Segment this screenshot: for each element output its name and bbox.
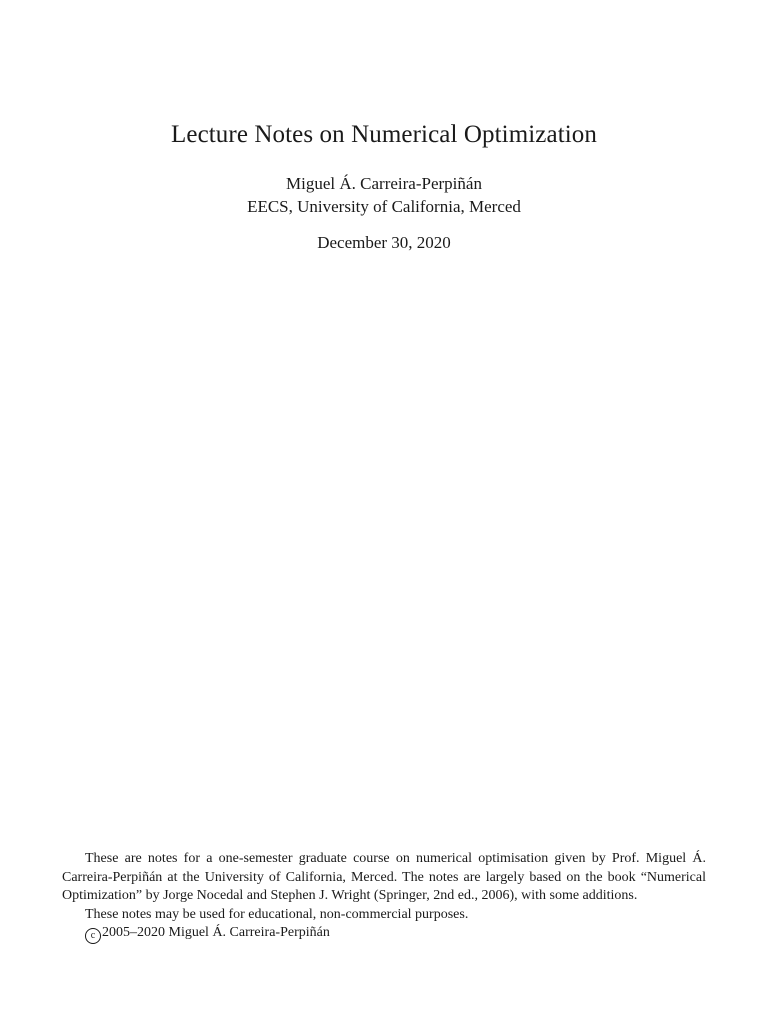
document-author: Miguel Á. Carreira-Perpiñán — [286, 174, 482, 193]
document-date: December 30, 2020 — [317, 233, 451, 252]
copyright-line — [62, 924, 706, 944]
document-title: Lecture Notes on Numerical Optimization — [171, 121, 597, 148]
document-affiliation: EECS, University of California, Merced — [247, 197, 521, 216]
abstract-block — [62, 850, 706, 944]
copyright-icon: c — [85, 928, 101, 944]
abstract-paragraph-1: These are notes for a one-semester graduate course on numerical optimisation given by Prof. Miguel Á. Carreira-Perpiñán at the University of California, Merced. The notes are largely based on the book “Numerical Optimization” by Jorge Nocedal and Stephen J. Wright (Springer, 2nd ed., 2006), with some additions. — [62, 851, 706, 903]
copyright-text: 2005–2020 Miguel Á. Carreira-Perpiñán — [102, 925, 330, 940]
abstract-paragraph-2: These notes may be used for educational, non-commercial purposes. — [85, 906, 469, 922]
